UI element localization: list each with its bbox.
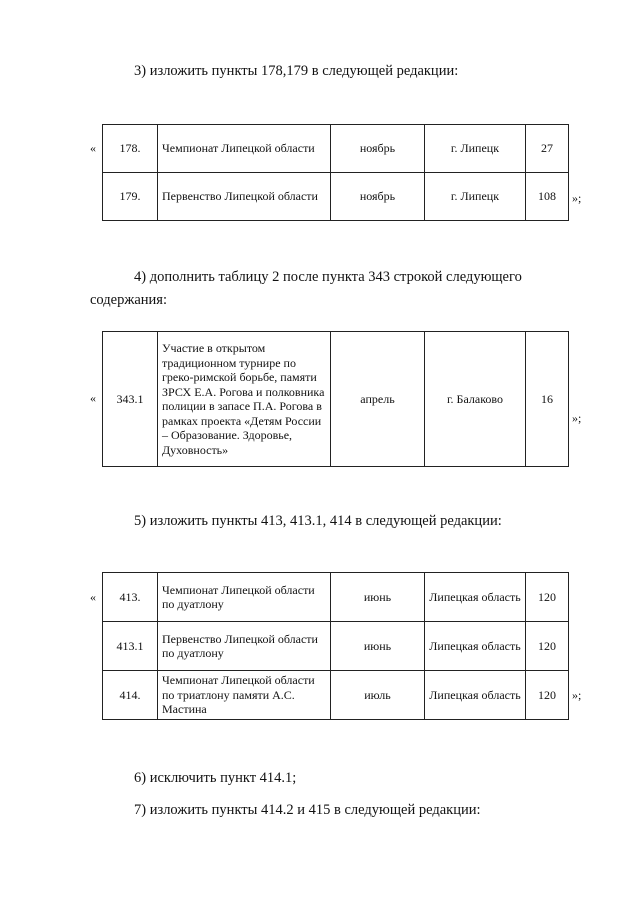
- item-3-text: 3) изложить пункты 178,179 в следующей редакции:: [134, 63, 459, 79]
- row-count: 108: [526, 173, 569, 221]
- table-row: [103, 622, 569, 671]
- table-row: [103, 125, 569, 173]
- row-place: Липецкая область: [425, 622, 526, 671]
- item-6-text: 6) исключить пункт 414.1;: [134, 770, 297, 786]
- row-number: 178.: [103, 125, 158, 173]
- row-name: Участие в открытом традиционном турнире по греко-римской борьбе, памяти ЗРСХ Е.А. Рогова и полковника полиции в запасе П.А. Рогова в рамках проекта «Детям России – Образование. Здоровье, Духовность»: [158, 332, 331, 467]
- item-5-text: 5) изложить пункты 413, 413.1, 414 в следующей редакции:: [134, 513, 502, 529]
- row-place: Липецкая область: [425, 573, 526, 622]
- table-343-1: [102, 331, 569, 467]
- item-7-text: 7) изложить пункты 414.2 и 415 в следующей редакции:: [134, 802, 481, 818]
- row-number: 179.: [103, 173, 158, 221]
- row-number: 343.1: [103, 332, 158, 467]
- table-row: [103, 332, 569, 467]
- row-count: 27: [526, 125, 569, 173]
- row-place: г. Липецк: [425, 125, 526, 173]
- row-name: Чемпионат Липецкой области по триатлону памяти А.С. Мастина: [158, 671, 331, 720]
- table2-close-quote: »;: [572, 411, 582, 425]
- table-178-179: [102, 124, 569, 221]
- table3-close-quote: »;: [572, 688, 582, 702]
- table-row: [103, 671, 569, 720]
- item-4-text-line1: 4) дополнить таблицу 2 после пункта 343 строкой следующего: [134, 269, 522, 285]
- table-row: [103, 173, 569, 221]
- row-month: июль: [331, 671, 425, 720]
- row-month: ноябрь: [331, 125, 425, 173]
- row-count: 16: [526, 332, 569, 467]
- table-413-414: [102, 572, 569, 720]
- row-name: Первенство Липецкой области по дуатлону: [158, 622, 331, 671]
- row-name: Чемпионат Липецкой области: [158, 125, 331, 173]
- row-place: Липецкая область: [425, 671, 526, 720]
- row-number: 414.: [103, 671, 158, 720]
- row-count: 120: [526, 573, 569, 622]
- row-place: г. Липецк: [425, 173, 526, 221]
- table1-close-quote: »;: [572, 191, 582, 205]
- row-count: 120: [526, 622, 569, 671]
- table-row: [103, 573, 569, 622]
- row-name: Первенство Липецкой области: [158, 173, 331, 221]
- row-month: июнь: [331, 573, 425, 622]
- row-name: Чемпионат Липецкой области по дуатлону: [158, 573, 331, 622]
- row-month: июнь: [331, 622, 425, 671]
- table2-open-quote: «: [90, 391, 96, 405]
- table1-open-quote: «: [90, 141, 96, 155]
- item-4-text-line2: содержания:: [90, 292, 168, 308]
- row-month: ноябрь: [331, 173, 425, 221]
- row-place: г. Балаково: [425, 332, 526, 467]
- row-number: 413.1: [103, 622, 158, 671]
- table3-open-quote: «: [90, 590, 96, 604]
- row-number: 413.: [103, 573, 158, 622]
- row-count: 120: [526, 671, 569, 720]
- row-month: апрель: [331, 332, 425, 467]
